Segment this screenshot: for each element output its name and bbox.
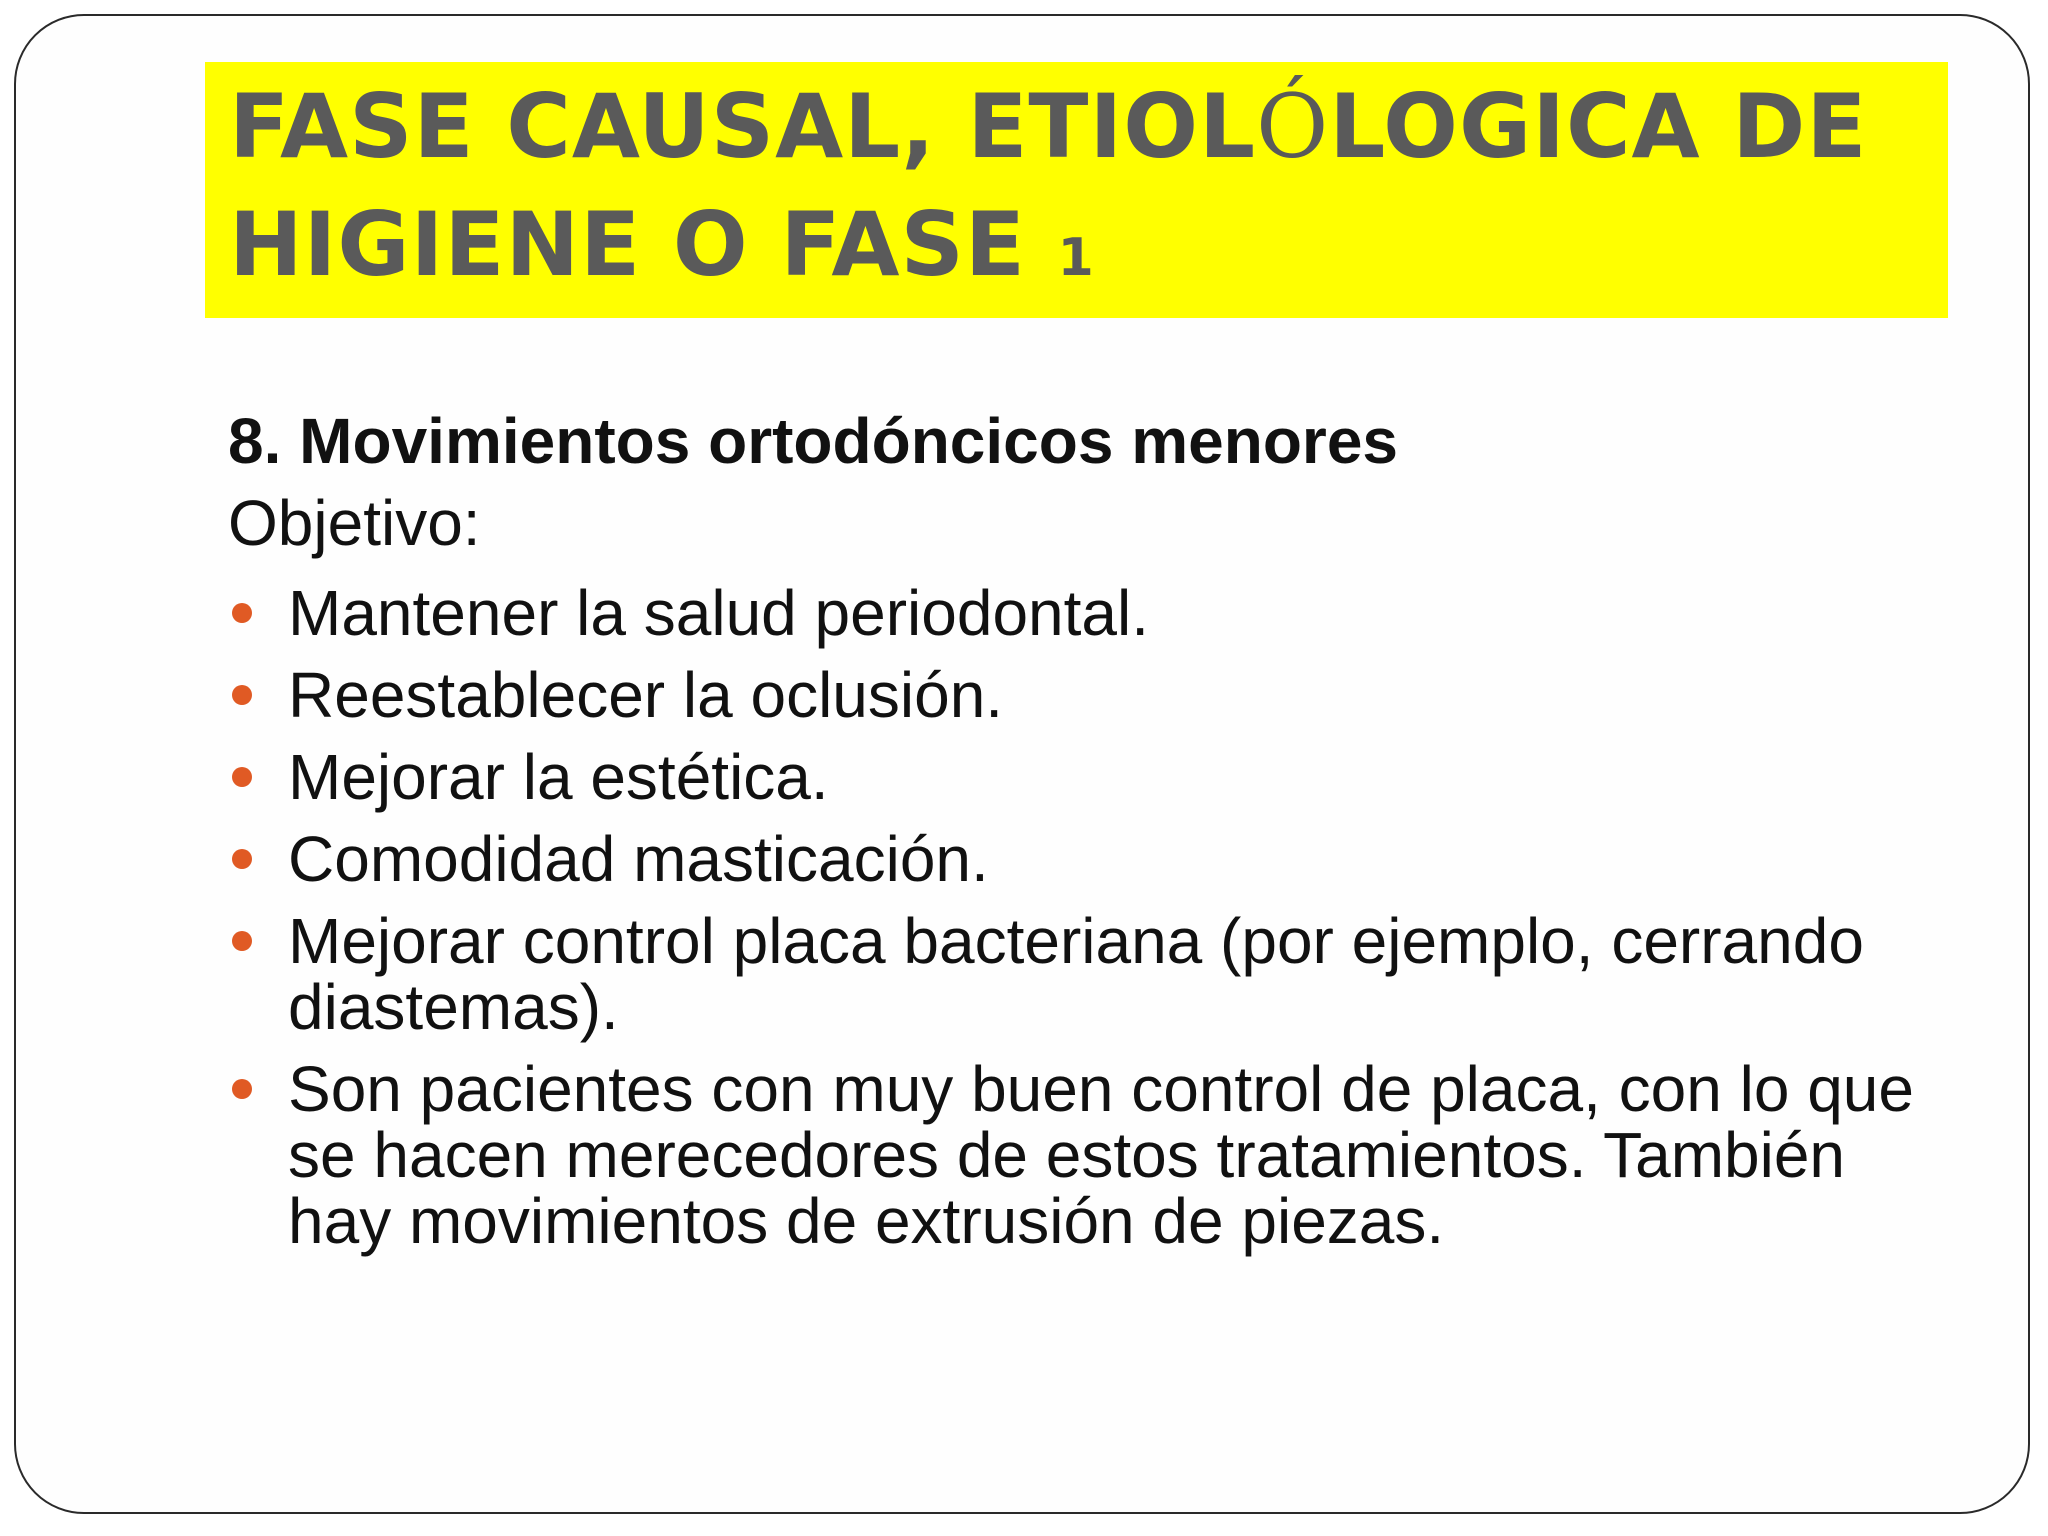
slide-title-banner xyxy=(205,62,1948,318)
bullet-icon xyxy=(232,849,252,869)
bullet-item xyxy=(228,741,1948,813)
bullet-text: Comodidad masticación. xyxy=(288,823,989,895)
slide-content xyxy=(228,400,1948,1257)
bullet-icon xyxy=(232,1079,252,1099)
title-line-1-accent: Ó xyxy=(1256,75,1330,178)
bullet-text: Reestablecer la oclusión. xyxy=(288,659,1004,731)
bullet-text: Son pacientes con muy buen control de placa, con lo que se hacen merecedores de estos tratamientos. También hay movimientos de extrusión de piezas. xyxy=(288,1053,1914,1257)
bullet-text: Mantener la salud periodontal. xyxy=(288,577,1149,649)
title-line-1-prefix: FASE CAUSAL, ETIOL xyxy=(229,75,1257,178)
title-line-2 xyxy=(229,186,1928,317)
bullet-item xyxy=(228,823,1948,895)
bullet-item xyxy=(228,1053,1948,1257)
title-line-2-main: HIGIENE O FASE xyxy=(229,193,1058,296)
bullet-icon xyxy=(232,931,252,951)
title-line-1-suffix: LOGICA DE xyxy=(1329,75,1868,178)
bullet-text: Mejorar control placa bacteriana (por ejemplo, cerrando diastemas). xyxy=(288,905,1864,1043)
objective-label: Objetivo: xyxy=(228,487,481,559)
bullet-icon xyxy=(232,685,252,705)
bullet-item xyxy=(228,577,1948,649)
bullet-item xyxy=(228,905,1948,1043)
title-line-2-number: 1 xyxy=(1057,228,1095,288)
objective-bullet-list xyxy=(228,577,1948,1257)
bullet-text: Mejorar la estética. xyxy=(288,741,829,813)
bullet-icon xyxy=(232,603,252,623)
section-heading: 8. Movimientos ortodóncicos menores xyxy=(228,405,1398,477)
bullet-icon xyxy=(232,767,252,787)
bullet-item xyxy=(228,659,1948,731)
title-line-1 xyxy=(229,68,1928,186)
